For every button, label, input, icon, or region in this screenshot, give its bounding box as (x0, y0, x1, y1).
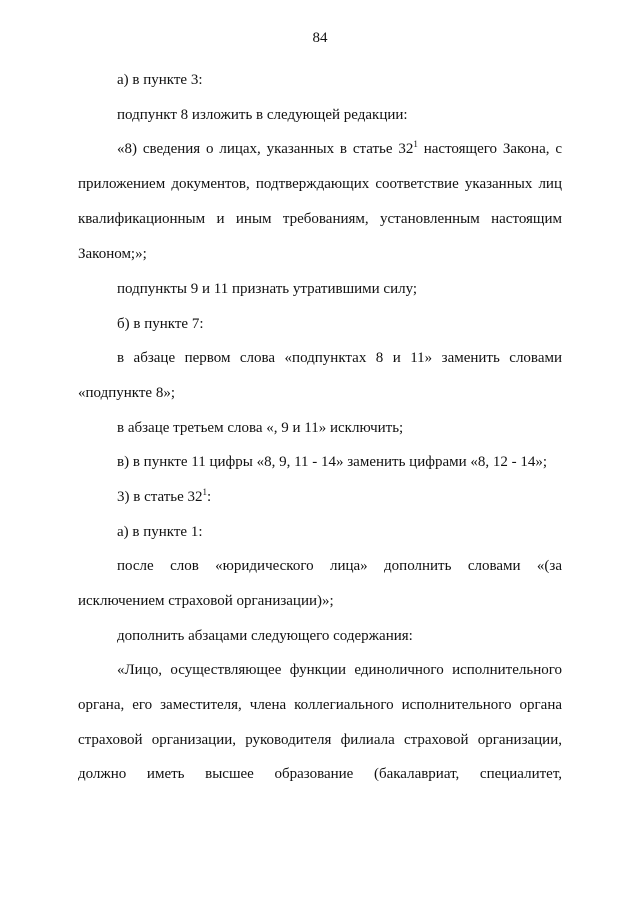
text-line: «подпункте 8»; (78, 385, 176, 401)
text-segment: «8) сведения о лицах, указанных в статье 32 (117, 141, 414, 157)
text-line: страховой организации, руководителя филиала страховой организации, (78, 732, 562, 748)
text-line: «Лицо, осуществляющее функции единоличного исполнительного (117, 662, 562, 678)
page-number: 84 (312, 30, 328, 46)
text-line: после слов «юридического лица» дополнить словами «(за (117, 558, 562, 574)
text-line: в абзаце третьем слова «, 9 и 11» исключить; (117, 420, 404, 436)
text-line (117, 488, 562, 506)
text-line: в) в пункте 11 цифры «8, 9, 11 - 14» заменить цифрами «8, 12 - 14»; (117, 454, 548, 470)
text-segment: : (207, 489, 212, 505)
superscript: 1 (413, 140, 418, 149)
superscript: 1 (202, 487, 208, 497)
text-line: исключением страховой организации)»; (78, 593, 334, 609)
text-line: а) в пункте 1: (117, 524, 203, 540)
text-line: б) в пункте 7: (117, 316, 204, 332)
text-line: в абзаце первом слова «подпунктах 8 и 11» заменить словами (117, 350, 562, 366)
text-line: приложением документов, подтверждающих соответствие указанных лиц (78, 176, 562, 192)
text-segment: настоящего Закона, с (417, 141, 562, 157)
text-line: подпункты 9 и 11 признать утратившими силу; (117, 281, 418, 297)
text-line (117, 140, 562, 158)
text-segment: 3) в статье 32 (117, 489, 203, 505)
text-line: подпункт 8 изложить в следующей редакции: (117, 107, 408, 123)
text-line: органа, его заместителя, члена коллегиального исполнительного органа (78, 697, 562, 713)
text-line: должно иметь высшее образование (бакалавриат, специалитет, (78, 766, 562, 782)
text-line: квалификационным и иным требованиям, установленным настоящим (78, 211, 562, 227)
text-line: а) в пункте 3: (117, 72, 203, 88)
text-line: Законом;»; (78, 246, 147, 262)
text-line: дополнить абзацами следующего содержания: (117, 628, 413, 644)
